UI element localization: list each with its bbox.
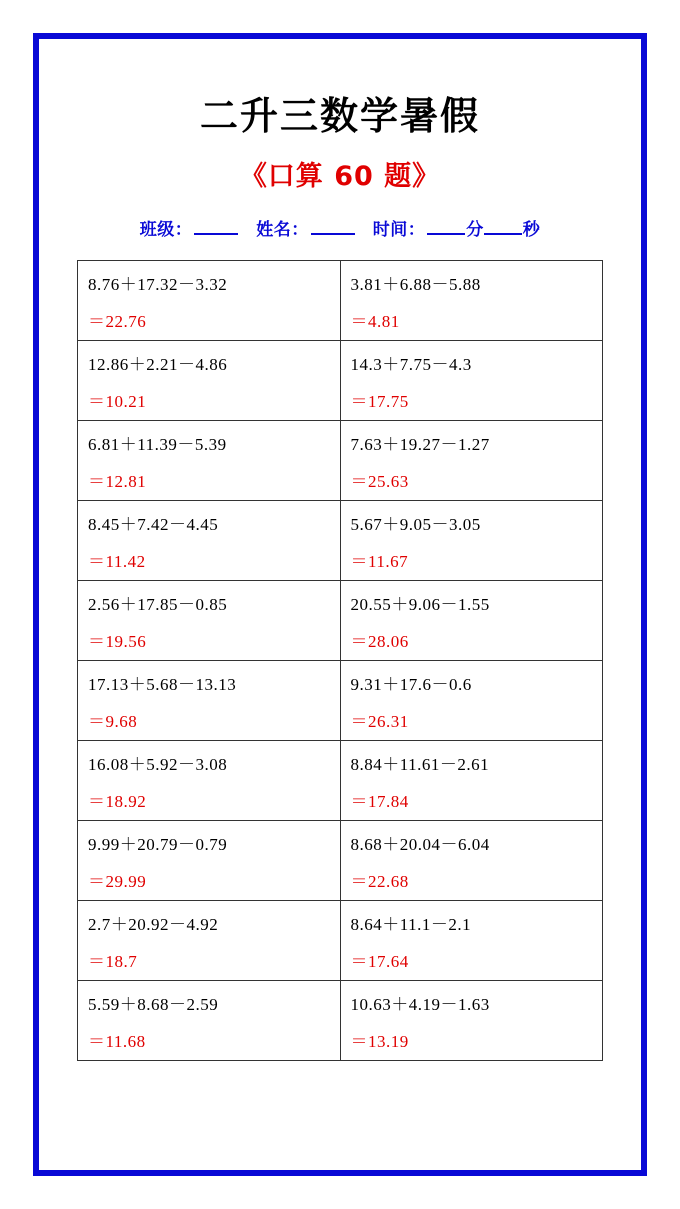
problem-expression: 8.68＋20.04－6.04 — [350, 835, 490, 854]
meta-second-unit: 秒 — [522, 220, 541, 240]
problem-cell — [340, 821, 603, 901]
problem-cell — [340, 341, 603, 421]
problem-expression: 3.81＋6.88－5.88 — [350, 275, 481, 294]
meta-class — [140, 215, 239, 240]
problem-cell — [78, 501, 341, 581]
problem-expression: 2.7＋20.92－4.92 — [88, 915, 219, 934]
problem-expression: 10.63＋4.19－1.63 — [350, 995, 490, 1014]
problem-cell — [78, 741, 341, 821]
table-row — [78, 741, 603, 821]
problem-cell — [340, 501, 603, 581]
problem-cell — [78, 981, 341, 1061]
table-row — [78, 661, 603, 741]
meta-time — [373, 215, 541, 240]
problem-expression: 9.31＋17.6－0.6 — [350, 675, 472, 694]
problems-table — [77, 260, 603, 1061]
problem-cell — [340, 421, 603, 501]
problem-answer: ＝17.84 — [350, 792, 409, 811]
problem-answer: ＝9.68 — [88, 712, 138, 731]
problem-answer: ＝13.19 — [350, 1032, 409, 1051]
problem-answer: ＝19.56 — [88, 632, 147, 651]
problem-answer: ＝11.42 — [88, 552, 146, 571]
page-title: 二升三数学暑假 — [199, 94, 480, 138]
minutes-input-blank[interactable] — [427, 217, 465, 235]
problem-answer: ＝10.21 — [88, 392, 147, 411]
problem-expression: 5.67＋9.05－3.05 — [350, 515, 481, 534]
problem-expression: 5.59＋8.68－2.59 — [88, 995, 219, 1014]
problem-cell — [78, 821, 341, 901]
problems-body — [78, 261, 603, 1061]
problem-answer: ＝29.99 — [88, 872, 147, 891]
table-row — [78, 821, 603, 901]
seconds-input-blank[interactable] — [484, 217, 522, 235]
problem-expression: 20.55＋9.06－1.55 — [350, 595, 490, 614]
meta-class-label: 班级： — [139, 220, 193, 240]
problem-answer: ＝18.7 — [88, 952, 138, 971]
problem-answer: ＝17.64 — [350, 952, 409, 971]
problem-answer: ＝11.67 — [350, 552, 409, 571]
problem-expression: 8.45＋7.42－4.45 — [88, 515, 219, 534]
table-row — [78, 421, 603, 501]
problem-cell — [78, 901, 341, 981]
problem-cell — [340, 901, 603, 981]
problem-expression: 9.99＋20.79－0.79 — [88, 835, 228, 854]
problem-answer: ＝11.68 — [88, 1032, 146, 1051]
table-row — [78, 581, 603, 661]
table-row — [78, 341, 603, 421]
problem-answer: ＝17.75 — [350, 392, 409, 411]
problem-cell — [340, 741, 603, 821]
problem-expression: 7.63＋19.27－1.27 — [350, 435, 490, 454]
problem-cell — [78, 341, 341, 421]
table-row — [78, 501, 603, 581]
table-row — [78, 981, 603, 1061]
class-input-blank[interactable] — [194, 217, 238, 235]
problem-answer: ＝22.76 — [88, 312, 147, 331]
problem-answer: ＝26.31 — [350, 712, 409, 731]
problem-cell — [340, 581, 603, 661]
name-input-blank[interactable] — [311, 217, 355, 235]
problem-cell — [340, 661, 603, 741]
meta-name — [256, 215, 355, 240]
table-row — [78, 261, 603, 341]
meta-minute-unit: 分 — [466, 220, 484, 240]
problem-answer: ＝22.68 — [350, 872, 409, 891]
page-subtitle: 《口算 60 题》 — [239, 161, 441, 192]
problem-expression: 8.76＋17.32－3.32 — [88, 275, 228, 294]
problem-expression: 17.13＋5.68－13.13 — [88, 675, 237, 694]
problem-answer: ＝25.63 — [350, 472, 409, 491]
problem-cell — [78, 261, 341, 341]
problem-expression: 14.3＋7.75－4.3 — [350, 355, 472, 374]
problem-expression: 12.86＋2.21－4.86 — [88, 355, 228, 374]
problem-cell — [340, 981, 603, 1061]
problem-expression: 8.84＋11.61－2.61 — [350, 755, 490, 774]
problem-cell — [78, 661, 341, 741]
meta-name-label: 姓名： — [256, 220, 309, 240]
problem-answer: ＝28.06 — [350, 632, 409, 651]
problem-expression: 16.08＋5.92－3.08 — [88, 755, 228, 774]
problem-expression: 8.64＋11.1－2.1 — [350, 915, 472, 934]
meta-row — [77, 215, 603, 240]
problem-expression: 6.81＋11.39－5.39 — [88, 435, 227, 454]
problem-cell — [78, 581, 341, 661]
problem-answer: ＝12.81 — [88, 472, 147, 491]
worksheet-content — [45, 45, 635, 1164]
problem-expression: 2.56＋17.85－0.85 — [88, 595, 228, 614]
meta-time-label: 时间： — [372, 220, 426, 240]
problem-cell — [340, 261, 603, 341]
table-row — [78, 901, 603, 981]
problem-cell — [78, 421, 341, 501]
problem-answer: ＝4.81 — [350, 312, 400, 331]
problem-answer: ＝18.92 — [88, 792, 147, 811]
